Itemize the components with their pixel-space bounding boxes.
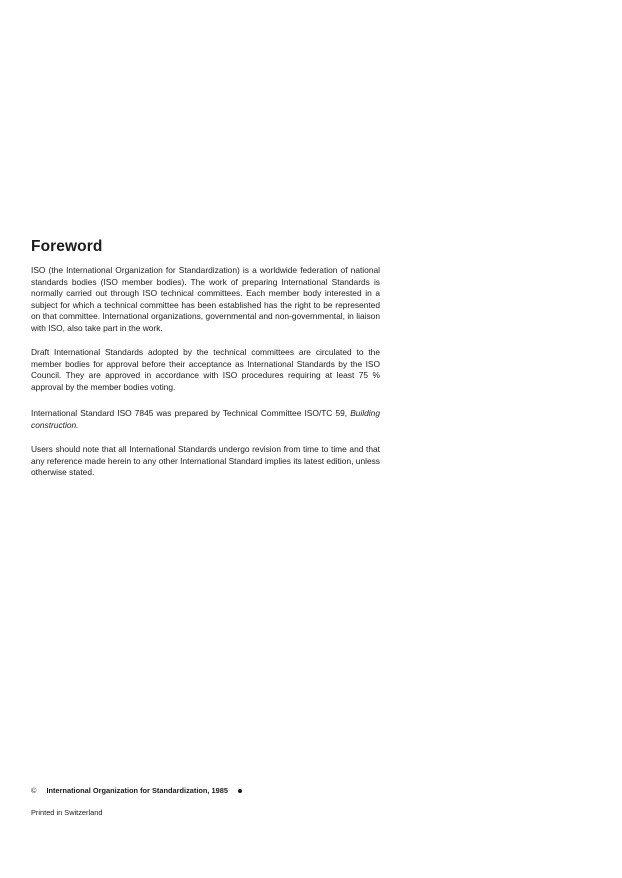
committee-name: Building construction.	[31, 408, 380, 430]
printed-in-note: Printed in Switzerland	[31, 808, 103, 817]
paragraph-draft-standards: Draft International Standards adopted by the technical committees are circulated to the member bodies for approval before their acceptance as International Standards by the ISO Council. They are approved in accordance with ISO procedures requiring at least 75 % approval by the member bodies voting.	[31, 347, 380, 392]
copyright-line	[31, 786, 242, 795]
prepared-by-text: International Standard ISO 7845 was prepared by Technical Committee ISO/TC 59,	[31, 408, 348, 418]
copyright-symbol: ©	[31, 786, 37, 795]
paragraph-iso-intro: ISO (the International Organization for Standardization) is a worldwide federation of national standards bodies (ISO member bodies). The work of preparing International Standards is normally carried out through ISO technical committees. Each member body interested in a subject for which a technical committee has been established has the right to be represented on that committee. International organizations, governmental and non-governmental, in liaison with ISO, also take part in the work.	[31, 265, 380, 333]
page-title: Foreword	[31, 238, 103, 255]
paragraph-prepared-by	[31, 408, 380, 431]
copyright-text: International Organization for Standardization, 1985	[46, 786, 228, 795]
bullet-dot-icon	[238, 789, 242, 793]
paragraph-revision-note: Users should note that all International Standards undergo revision from time to time and that any reference made herein to any other International Standard implies its latest edition, unless otherwise stated.	[31, 444, 380, 478]
